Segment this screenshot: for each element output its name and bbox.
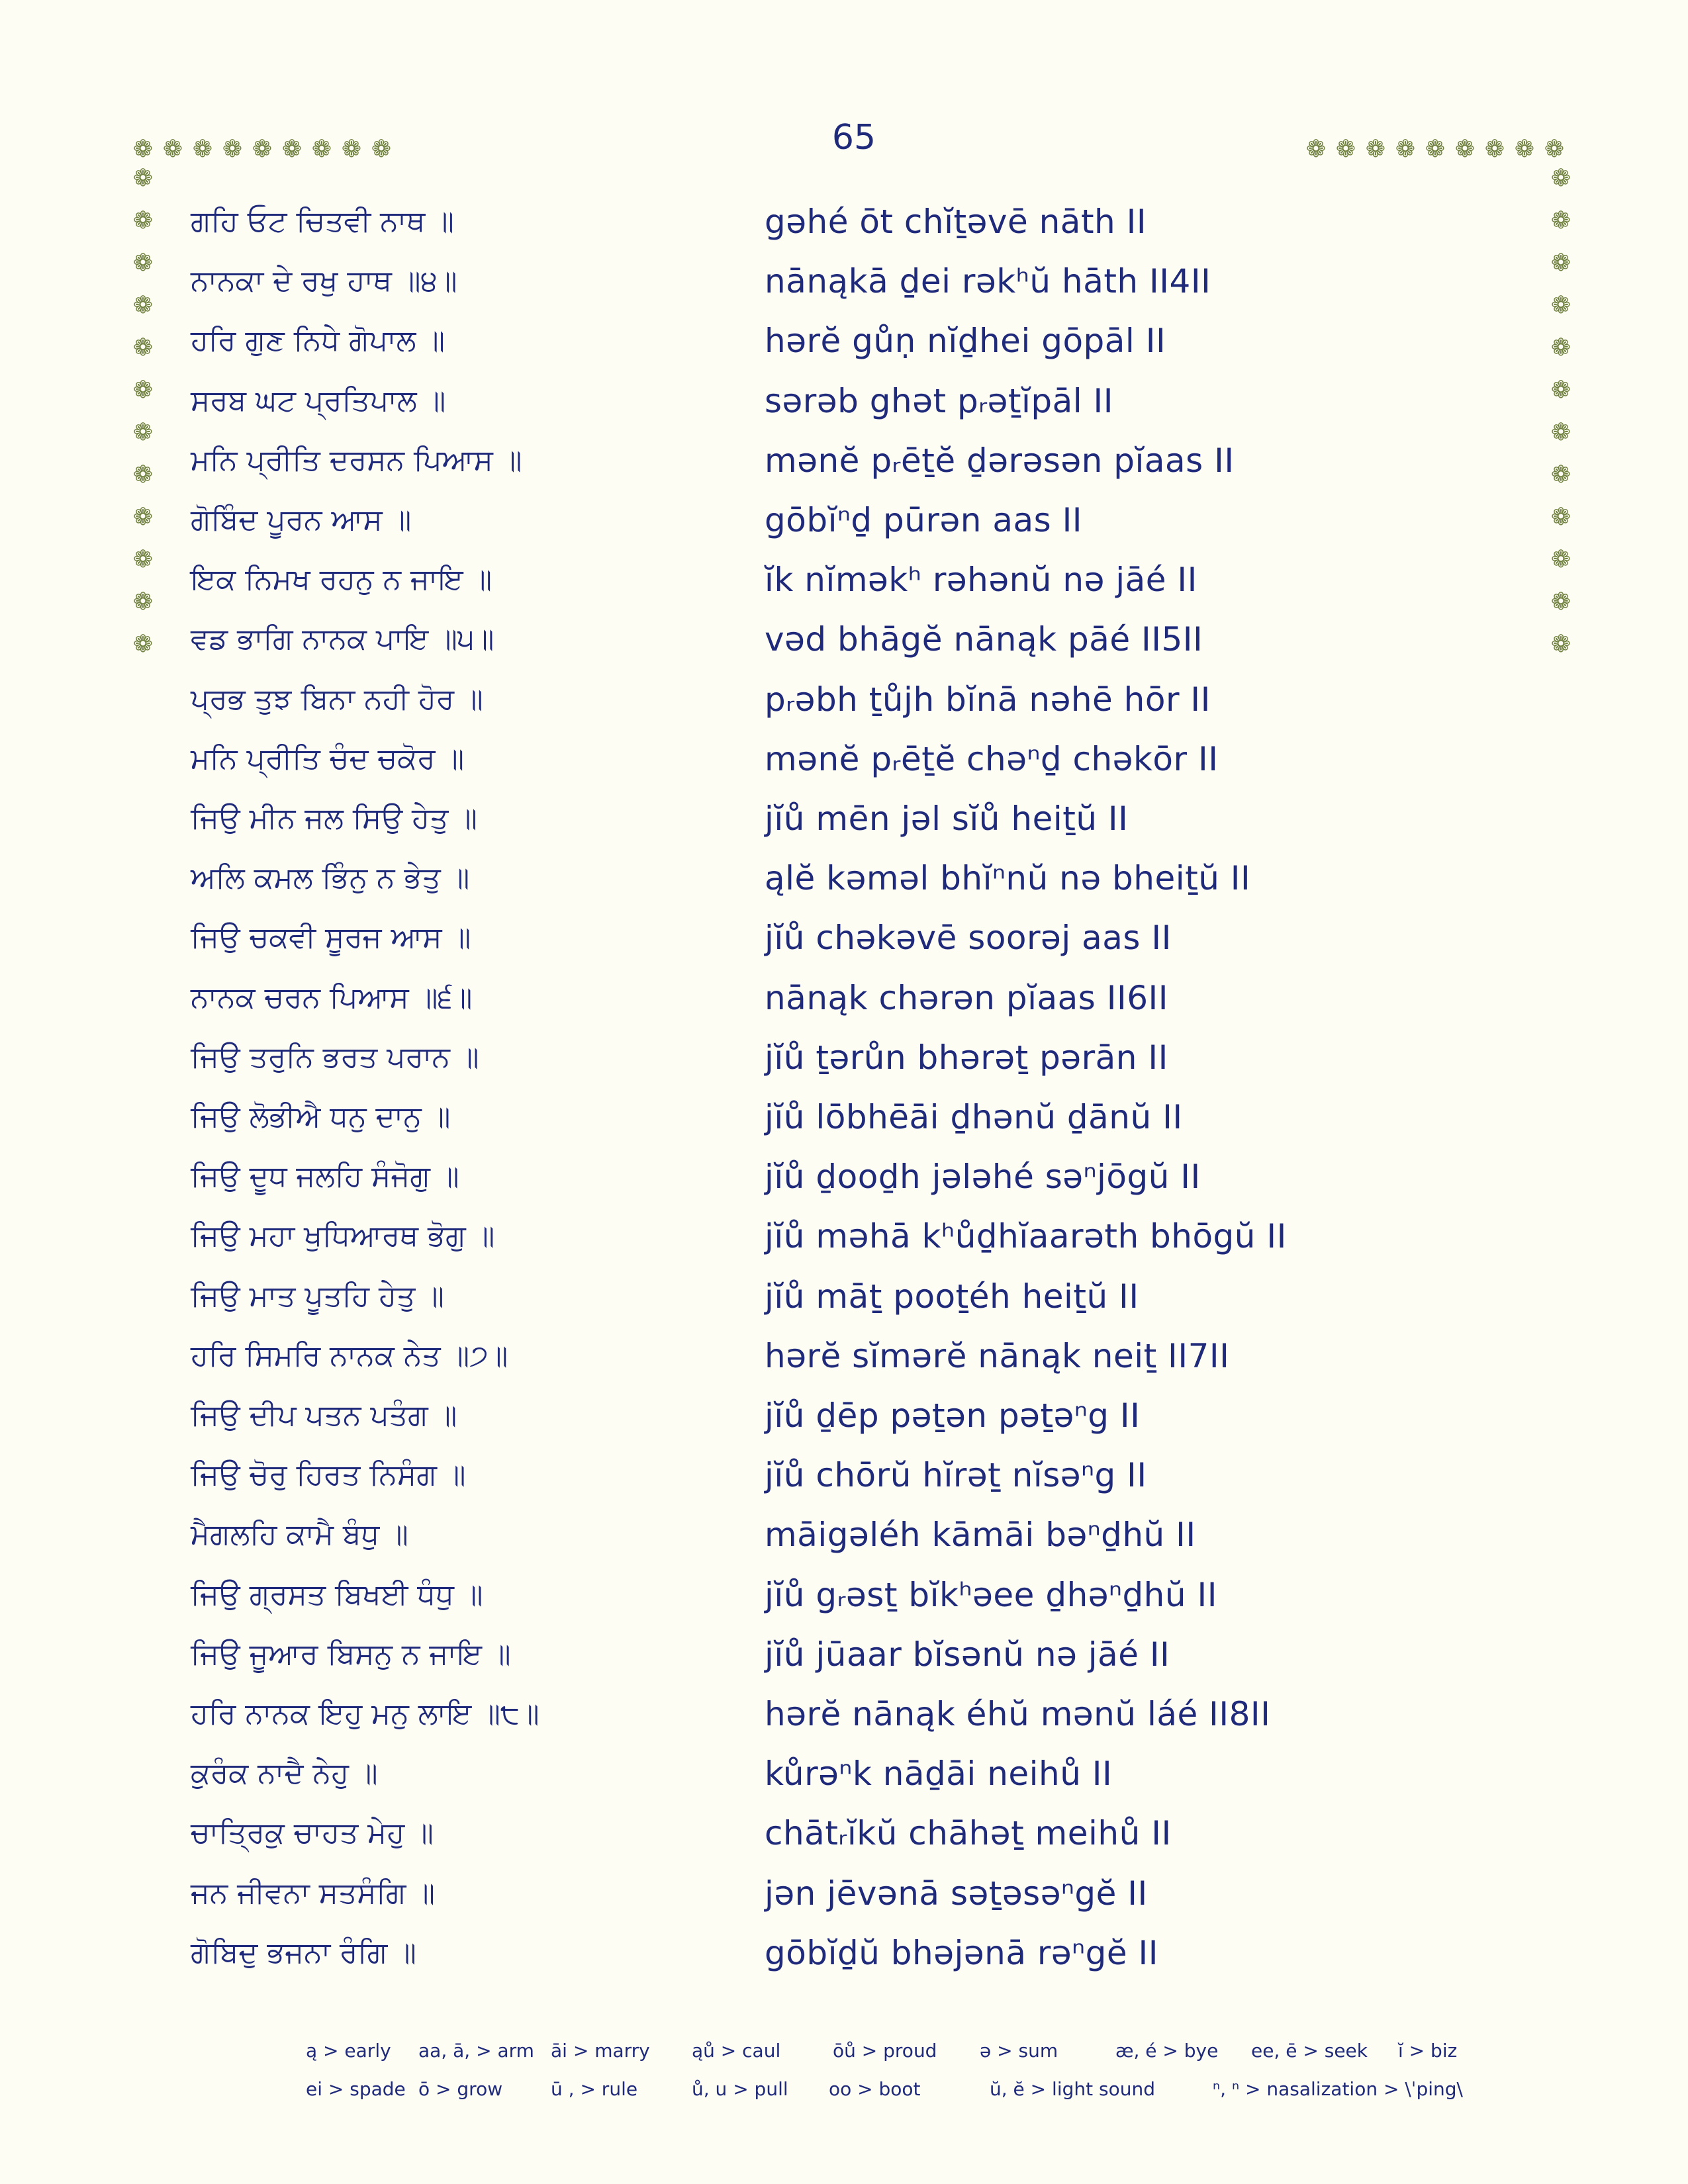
verse-line — [0, 1273, 1688, 1333]
verse-line — [0, 915, 1688, 974]
transliteration-text: jĭů ṯərůn bhərəṯ pərān II — [765, 1038, 1168, 1077]
transliteration-text: hərĕ nānąk éhŭ mənŭ láé II8II — [765, 1695, 1271, 1733]
transliteration-text: jĭů mēn jəl sĭů heiṯŭ II — [765, 799, 1129, 838]
flower-ornament-icon: ❁ — [1454, 136, 1476, 163]
flower-ornament-icon: ❁ — [1365, 136, 1386, 163]
legend-entry: aa, ā, > arm — [418, 2040, 534, 2062]
transliteration-text: sərəb ghət pᵣəṯĭpāl II — [765, 381, 1114, 420]
gurmukhi-text: ਜਿਉ ਜੂਆਰ ਬਿਸਨੁ ਨ ਜਾਇ ॥ — [191, 1637, 511, 1671]
flower-ornament-icon: ❁ — [132, 461, 154, 488]
flower-ornament-icon: ❁ — [132, 631, 154, 658]
transliteration-text: jĭů ḏēp pəṯən pəṯəⁿg II — [765, 1396, 1141, 1435]
legend-entry: ə > sum — [980, 2040, 1058, 2062]
verse-line — [0, 1452, 1688, 1512]
verse-line — [0, 378, 1688, 437]
verse-line — [0, 1691, 1688, 1751]
gurmukhi-text: ਨਾਨਕਾ ਦੇ ਰਖੁ ਹਾਥ ॥੪॥ — [191, 264, 457, 298]
verse-line — [0, 497, 1688, 557]
transliteration-text: māigəléh kāmāi bəⁿḏhŭ II — [765, 1516, 1196, 1555]
transliteration-text: kůrəⁿk nāḏāi neihů II — [765, 1754, 1113, 1794]
flower-ornament-icon: ❁ — [1484, 136, 1505, 163]
verse-line — [0, 1154, 1688, 1213]
flower-ornament-icon: ❁ — [1514, 136, 1535, 163]
verse-line — [0, 318, 1688, 377]
transliteration-text: jĭů chəkəvē soorəj aas II — [765, 919, 1172, 958]
legend-entry: ū , > rule — [551, 2078, 638, 2100]
legend-entry: æ, é > bye — [1115, 2040, 1219, 2062]
flower-ornament-icon: ❁ — [132, 207, 154, 234]
transliteration-text: chātᵣĭkŭ chāhəṯ meihů II — [765, 1814, 1172, 1853]
verse-line — [0, 736, 1688, 796]
flower-ornament-icon: ❁ — [132, 377, 154, 404]
gurmukhi-text: ਜਿਉ ਮਹਾ ਖੁਧਿਆਰਥ ਭੋਗੁ ॥ — [191, 1219, 495, 1253]
transliteration-text: hərĕ gůṇ nĭḏhei gōpāl II — [765, 322, 1166, 361]
transliteration-text: vəd bhāgĕ nānąk pāé II5II — [765, 620, 1203, 659]
verse-line — [0, 1930, 1688, 1989]
verse-line — [0, 855, 1688, 915]
flower-ornament-icon: ❁ — [162, 136, 183, 163]
legend-entry: ą > early — [306, 2040, 391, 2062]
gurmukhi-text: ਇਕ ਨਿਮਖ ਰਹਨੁ ਨ ਜਾਇ ॥ — [191, 563, 492, 597]
transliteration-text: nānąkā ḏei rəkʰŭ hāth II4II — [765, 262, 1211, 301]
gurmukhi-text: ਗੋਬਿੰਦ ਪੂਰਨ ਆਸ ॥ — [191, 503, 412, 537]
legend-entry: ōů > proud — [833, 2040, 937, 2062]
transliteration-text: gəhé ōt chĭṯəvē nāth II — [765, 203, 1147, 241]
legend-entry: ei > spade — [306, 2078, 406, 2100]
flower-ornament-icon: ❁ — [1550, 250, 1571, 277]
transliteration-text: ĭk nĭməkʰ rəhənŭ nə jāé II — [765, 561, 1197, 600]
flower-ornament-icon: ❁ — [132, 546, 154, 573]
flower-ornament-icon: ❁ — [311, 136, 332, 163]
verse-line — [0, 1512, 1688, 1571]
gurmukhi-text: ਜਿਉ ਦੂਧ ਜਲਹਿ ਸੰਜੋਗੁ ॥ — [191, 1160, 459, 1194]
gurmukhi-text: ਹਰਿ ਗੁਣ ਨਿਧੇ ਗੋਪਾਲ ॥ — [191, 324, 445, 358]
verse-line — [0, 1392, 1688, 1452]
legend-entry: ŭ, ĕ > light sound — [990, 2078, 1155, 2100]
transliteration-text: jən jēvənā səṯəsəⁿgĕ II — [765, 1874, 1148, 1913]
gurmukhi-text: ਜਿਉ ਮੀਨ ਜਲ ਸਿਉ ਹੇਤੁ ॥ — [191, 801, 477, 835]
gurmukhi-text: ਗੋਬਿਦੁ ਭਜਨਾ ਰੰਗਿ ॥ — [191, 1935, 416, 1970]
verse-line — [0, 616, 1688, 676]
gurmukhi-text: ਜਿਉ ਚਕਵੀ ਸੂਰਜ ਆਸ ॥ — [191, 921, 471, 955]
gurmukhi-text: ਜਿਉ ਗ੍ਰਸਤ ਬਿਖਈ ਧੰਧੁ ॥ — [191, 1577, 483, 1612]
transliteration-text: jĭů ḏooḏh jələhé səⁿjōgŭ II — [765, 1158, 1201, 1197]
transliteration-text: gōbĭḏŭ bhəjənā rəⁿgĕ II — [765, 1933, 1158, 1972]
flower-ornament-icon: ❁ — [132, 136, 154, 163]
flower-ornament-icon: ❁ — [1425, 136, 1446, 163]
transliteration-text: jĭů jūaar bĭsənŭ nə jāé II — [765, 1635, 1170, 1674]
flower-ornament-icon: ❁ — [132, 250, 154, 277]
legend-entry: ąů > caul — [692, 2040, 781, 2062]
verse-line — [0, 796, 1688, 855]
transliteration-text: mənĕ pᵣēṯĕ chəⁿḏ chəkōr II — [765, 739, 1219, 778]
legend-entry: ĭ > biz — [1398, 2040, 1458, 2062]
flower-ornament-icon: ❁ — [1550, 165, 1571, 192]
verse-line — [0, 1870, 1688, 1930]
flower-ornament-icon: ❁ — [1550, 207, 1571, 234]
gurmukhi-text: ਨਾਨਕ ਚਰਨ ਪਿਆਸ ॥੬॥ — [191, 980, 473, 1015]
flower-ornament-icon: ❁ — [1550, 334, 1571, 361]
gurmukhi-text: ਹਰਿ ਨਾਨਕ ਇਹੁ ਮਨੁ ਲਾਇ ॥੮॥ — [191, 1697, 539, 1731]
verse-line — [0, 199, 1688, 258]
verse-line — [0, 1094, 1688, 1154]
gurmukhi-text: ਜਿਉ ਤਰੁਨਿ ਭਰਤ ਪਰਾਨ ॥ — [191, 1040, 479, 1074]
gurmukhi-text: ਗਹਿ ਓਟ ਚਿਤਵੀ ਨਾਥ ॥ — [191, 205, 454, 238]
verse-line — [0, 258, 1688, 318]
verse-line — [0, 1810, 1688, 1870]
transliteration-text: gōbĭⁿḏ pūrən aas II — [765, 501, 1083, 539]
verse-line — [0, 1034, 1688, 1094]
gurmukhi-text: ਕੁਰੰਕ ਨਾਦੈ ਨੇਹੁ ॥ — [191, 1756, 378, 1791]
flower-ornament-icon: ❁ — [1550, 504, 1571, 531]
verse-line — [0, 437, 1688, 497]
flower-ornament-icon: ❁ — [371, 136, 392, 163]
gurmukhi-text: ਚਾਤ੍ਰਿਕੁ ਚਾਹਤ ਮੇਹੁ ॥ — [191, 1816, 434, 1850]
gurmukhi-text: ਹਰਿ ਸਿਮਰਿ ਨਾਨਕ ਨੇਤ ॥੭॥ — [191, 1338, 508, 1373]
verse-line — [0, 1572, 1688, 1631]
gurmukhi-text: ਜਿਉ ਲੋਭੀਐ ਧਨੁ ਦਾਨੁ ॥ — [191, 1100, 451, 1134]
flower-ornament-icon: ❁ — [1305, 136, 1327, 163]
flower-ornament-icon: ❁ — [281, 136, 303, 163]
gurmukhi-text: ਪ੍ਰਭ ਤੁਝ ਬਿਨਾ ਨਹੀ ਹੋਰ ॥ — [191, 682, 483, 716]
legend-entry: ů, u > pull — [692, 2078, 788, 2100]
flower-ornament-icon: ❁ — [1550, 546, 1571, 573]
transliteration-text: mənĕ pᵣēṯĕ ḏərəsən pĭaas II — [765, 441, 1235, 480]
flower-ornament-icon: ❁ — [1335, 136, 1356, 163]
verse-line — [0, 676, 1688, 736]
transliteration-text: pᵣəbh ṯůjh bĭnā nəhē hōr II — [765, 680, 1211, 719]
flower-ornament-icon: ❁ — [1550, 461, 1571, 488]
transliteration-text: jĭů māṯ pooṯéh heiṯŭ II — [765, 1277, 1139, 1316]
flower-ornament-icon: ❁ — [1544, 136, 1565, 163]
flower-ornament-icon: ❁ — [1550, 377, 1571, 404]
flower-ornament-icon: ❁ — [192, 136, 213, 163]
gurmukhi-text: ਮੈਗਲਹਿ ਕਾਮੈ ਬੰਧੁ ॥ — [191, 1518, 408, 1552]
transliteration-text: jĭů gᵣəsṯ bĭkʰəee ḏhəⁿḏhŭ II — [765, 1575, 1217, 1614]
transliteration-text: hərĕ sĭmərĕ nānąk neiṯ II7II — [765, 1336, 1230, 1375]
flower-ornament-icon: ❁ — [132, 165, 154, 192]
flower-ornament-icon: ❁ — [1550, 419, 1571, 446]
flower-ornament-icon: ❁ — [132, 588, 154, 615]
verse-line — [0, 1213, 1688, 1273]
transliteration-text: nānąk chərən pĭaas II6II — [765, 978, 1168, 1017]
flower-ornament-icon: ❁ — [132, 292, 154, 319]
verse-line — [0, 975, 1688, 1034]
gurmukhi-text: ਜਿਉ ਦੀਪ ਪਤਨ ਪਤੰਗ ॥ — [191, 1398, 457, 1432]
gurmukhi-text: ਅਲਿ ਕਮਲ ਭਿੰਨੁ ਨ ਭੇਤੁ ॥ — [191, 861, 470, 895]
flower-ornament-icon: ❁ — [1395, 136, 1416, 163]
verse-line — [0, 557, 1688, 616]
flower-ornament-icon: ❁ — [252, 136, 273, 163]
gurmukhi-text: ਜਿਉ ਚੋਰੁ ਹਿਰਤ ਨਿਸੰਗ ॥ — [191, 1458, 466, 1492]
verse-line — [0, 1751, 1688, 1810]
legend-entry: ō > grow — [418, 2078, 503, 2100]
flower-ornament-icon: ❁ — [1550, 631, 1571, 658]
gurmukhi-text: ਮਨਿ ਪ੍ਰੀਤਿ ਦਰਸਨ ਪਿਆਸ ॥ — [191, 443, 522, 477]
flower-ornament-icon: ❁ — [132, 504, 154, 531]
page-number: 65 — [831, 118, 876, 158]
flower-ornament-icon: ❁ — [222, 136, 243, 163]
verse-line — [0, 1333, 1688, 1392]
legend-entry: oo > boot — [829, 2078, 921, 2100]
flower-ornament-icon: ❁ — [341, 136, 362, 163]
transliteration-text: jĭů məhā kʰůḏhĭaarəth bhōgŭ II — [765, 1217, 1287, 1256]
transliteration-text: ąlĕ kəməl bhĭⁿnŭ nə bheiṯŭ II — [765, 859, 1251, 898]
legend-entry: ⁿ, ⁿ > nasalization > \ˈping\ — [1213, 2078, 1463, 2100]
gurmukhi-text: ਜਨ ਜੀਵਨਾ ਸਤਸੰਗਿ ॥ — [191, 1876, 436, 1910]
gurmukhi-text: ਵਡ ਭਾਗਿ ਨਾਨਕ ਪਾਇ ॥੫॥ — [191, 622, 494, 657]
flower-ornament-icon: ❁ — [132, 334, 154, 361]
flower-ornament-icon: ❁ — [1550, 292, 1571, 319]
gurmukhi-text: ਮਨਿ ਪ੍ਰੀਤਿ ਚੰਦ ਚਕੋਰ ॥ — [191, 741, 465, 776]
flower-ornament-icon: ❁ — [1550, 588, 1571, 615]
verse-line — [0, 1631, 1688, 1691]
transliteration-text: jĭů lōbhēāi ḏhənŭ ḏānŭ II — [765, 1098, 1183, 1136]
legend-entry: āi > marry — [551, 2040, 650, 2062]
gurmukhi-text: ਸਰਬ ਘਟ ਪ੍ਰਤਿਪਾਲ ॥ — [191, 383, 446, 418]
transliteration-text: jĭů chōrŭ hĭrəṯ nĭsəⁿg II — [765, 1456, 1147, 1495]
gurmukhi-text: ਜਿਉ ਮਾਤ ਪੂਤਹਿ ਹੇਤੁ ॥ — [191, 1279, 444, 1313]
legend-entry: ee, ē > seek — [1251, 2040, 1368, 2062]
flower-ornament-icon: ❁ — [132, 419, 154, 446]
